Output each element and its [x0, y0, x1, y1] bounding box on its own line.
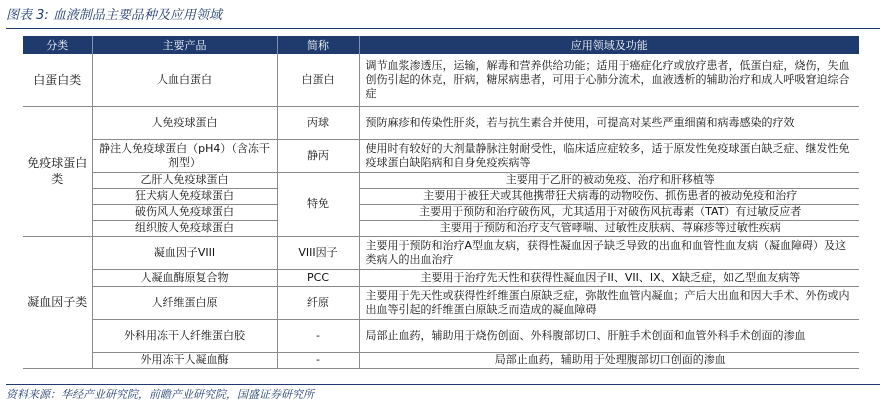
- product-cell: 狂犬病人免疫球蛋白: [92, 188, 277, 204]
- application-cell: 主要用于治疗先天性和获得性凝血因子II、VII、IX、X缺乏症，如乙型血友病等: [359, 269, 859, 286]
- header-short-name: 简称: [277, 36, 359, 54]
- table-row: [23, 286, 859, 319]
- table-row: [23, 220, 859, 236]
- category-cell-coagulation: 凝血因子类: [23, 236, 92, 368]
- category-cell-immunoglobulin: 免疫球蛋白类: [23, 106, 92, 236]
- application-cell: 局部止血药，辅助用于烧伤创面、外科腹部切口、肝脏手术创面和血管外科手术创面的渗血: [359, 319, 859, 352]
- short-name-cell: -: [277, 352, 359, 368]
- application-cell: 主要用于被狂犬或其他携带狂犬病毒的动物咬伤、抓伤患者的被动免疫和治疗: [359, 188, 859, 204]
- category-cell-albumin: 白蛋白类: [23, 54, 92, 106]
- header-application: 应用领域及功能: [359, 36, 859, 54]
- blood-products-table: [23, 36, 859, 369]
- table-row: [23, 352, 859, 368]
- short-name-cell-merged: 特免: [277, 172, 359, 236]
- application-cell: 主要用于乙肝的被动免疫、治疗和肝移植等: [359, 172, 859, 188]
- application-cell: 预防麻疹和传染性肝炎，若与抗生素合并使用，可提高对某些严重细菌和病毒感染的疗效: [359, 106, 859, 139]
- product-cell: 人凝血酶原复合物: [92, 269, 277, 286]
- table-row: [23, 106, 859, 139]
- table-header-row: [23, 36, 859, 54]
- application-cell: 主要用于预防和治疗破伤风，尤其适用于对破伤风抗毒素（TAT）有过敏反应者: [359, 204, 859, 220]
- application-cell: 主要用于预防和治疗A型血友病，获得性凝血因子缺乏导致的出血和血管性血友病（凝血障碍）及这类病人的出血治疗: [359, 236, 859, 269]
- application-cell: 使用时有较好的大剂量静脉注射耐受性，临床适应症较多，适于原发性免疫球蛋白缺乏症、继发性免疫球蛋白缺陷病和自身免疫疾病等: [359, 139, 859, 172]
- figure-caption: 图表 3: 血液制品主要品种及应用领域: [6, 8, 222, 23]
- source-note: 资料来源：华经产业研究院，前瞻产业研究院，国盛证券研究所: [6, 388, 314, 401]
- short-name-cell: 丙球: [277, 106, 359, 139]
- source-divider: [6, 384, 880, 385]
- product-cell: 组织胺人免疫球蛋白: [92, 220, 277, 236]
- application-cell: 主要用于先天性或获得性纤维蛋白原缺乏症，弥散性血管内凝血；产后大出血和因大手术、外伤或内出血等引起的纤维蛋白原缺乏而造成的凝血障碍: [359, 286, 859, 319]
- table-row: [23, 54, 859, 106]
- header-category: 分类: [23, 36, 92, 54]
- caption-divider: [6, 28, 880, 29]
- header-product: 主要产品: [92, 36, 277, 54]
- product-cell: 外科用冻干人纤维蛋白胶: [92, 319, 277, 352]
- table-row: [23, 269, 859, 286]
- table-row: [23, 188, 859, 204]
- table-row: [23, 139, 859, 172]
- table-row: [23, 236, 859, 269]
- product-cell: 人纤维蛋白原: [92, 286, 277, 319]
- short-name-cell: -: [277, 319, 359, 352]
- short-name-cell: 静丙: [277, 139, 359, 172]
- short-name-cell: 白蛋白: [277, 54, 359, 106]
- short-name-cell: PCC: [277, 269, 359, 286]
- product-cell: 外用冻干人凝血酶: [92, 352, 277, 368]
- table-row: [23, 204, 859, 220]
- application-cell: 调节血浆渗透压，运输，解毒和营养供给功能；适用于癌症化疗或放疗患者，低蛋白症，烧伤，失血创伤引起的休克，肝病，糖尿病患者，可用于心肺分流术，血液透析的辅助治疗和成人呼吸窘迫综合症: [359, 54, 859, 106]
- product-cell: 乙肝人免疫球蛋白: [92, 172, 277, 188]
- product-cell: 凝血因子VIII: [92, 236, 277, 269]
- application-cell: 主要用于预防和治疗支气管哮喘、过敏性皮肤病、荨麻疹等过敏性疾病: [359, 220, 859, 236]
- product-cell: 破伤风人免疫球蛋白: [92, 204, 277, 220]
- product-cell: 人血白蛋白: [92, 54, 277, 106]
- application-cell: 局部止血药，辅助用于处理腹部切口创面的渗血: [359, 352, 859, 368]
- short-name-cell: VIII因子: [277, 236, 359, 269]
- product-cell: 人免疫球蛋白: [92, 106, 277, 139]
- product-cell: 静注人免疫球蛋白（pH4）（含冻干剂型）: [92, 139, 277, 172]
- table-row: [23, 172, 859, 188]
- table-row: [23, 319, 859, 352]
- short-name-cell: 纤原: [277, 286, 359, 319]
